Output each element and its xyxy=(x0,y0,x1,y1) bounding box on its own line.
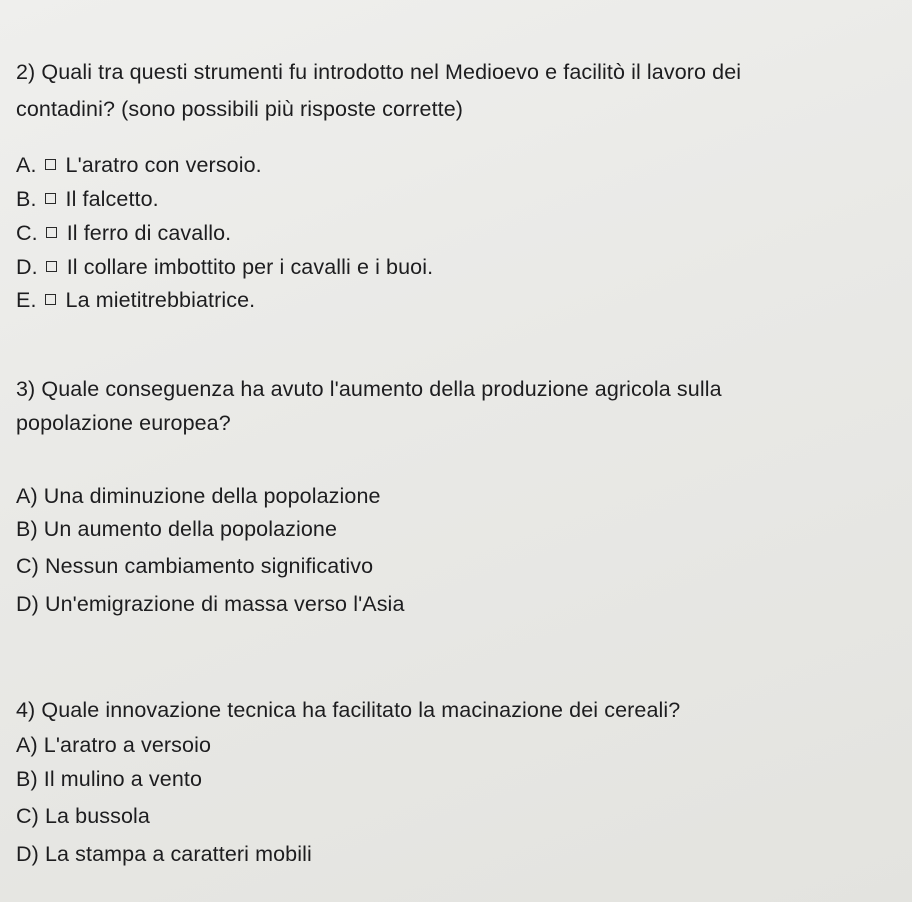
q2-option-b xyxy=(16,186,159,212)
q4-title: 4) Quale innovazione tecnica ha facilitato la macinazione dei cereali? xyxy=(16,698,681,722)
q4-option-d[interactable]: D) La stampa a caratteri mobili xyxy=(16,842,312,866)
q2-option-b-checkbox[interactable] xyxy=(45,193,56,204)
q2-option-d-text: Il collare imbottito per i cavalli e i buoi. xyxy=(66,255,434,279)
q3-option-c[interactable]: C) Nessun cambiamento significativo xyxy=(16,554,374,578)
q2-option-a-letter: A. xyxy=(16,153,37,177)
q2-option-e-text: La mietitrebbiatrice. xyxy=(65,288,256,312)
q2-option-e xyxy=(16,287,255,313)
q2-option-e-letter: E. xyxy=(16,288,37,312)
q3-title-line1: 3) Quale conseguenza ha avuto l'aumento della produzione agricola sulla xyxy=(16,377,722,401)
q2-option-b-letter: B. xyxy=(16,187,37,211)
q3-title-line2: popolazione europea? xyxy=(16,411,231,435)
q4-option-a[interactable]: A) L'aratro a versoio xyxy=(16,733,212,757)
q3-option-a[interactable]: A) Una diminuzione della popolazione xyxy=(16,484,381,508)
q2-option-d-letter: D. xyxy=(16,255,38,279)
q3-option-d[interactable]: D) Un'emigrazione di massa verso l'Asia xyxy=(16,592,405,616)
q4-option-b[interactable]: B) Il mulino a vento xyxy=(16,767,203,791)
q2-title-line2: contadini? (sono possibili più risposte corrette) xyxy=(16,97,464,121)
q2-title-line1: 2) Quali tra questi strumenti fu introdotto nel Medioevo e facilitò il lavoro dei xyxy=(16,60,742,84)
q4-option-c[interactable]: C) La bussola xyxy=(16,804,150,828)
q2-option-d-checkbox[interactable] xyxy=(46,261,57,272)
q2-option-c xyxy=(16,220,231,246)
q2-option-d xyxy=(16,254,433,280)
q2-option-c-checkbox[interactable] xyxy=(46,227,57,238)
q2-option-a xyxy=(16,152,262,178)
q2-option-b-text: Il falcetto. xyxy=(65,187,159,211)
q2-option-c-text: Il ferro di cavallo. xyxy=(66,221,232,245)
q2-option-e-checkbox[interactable] xyxy=(45,294,56,305)
q2-option-c-letter: C. xyxy=(16,221,38,245)
q2-option-a-checkbox[interactable] xyxy=(45,159,56,170)
q2-option-a-text: L'aratro con versoio. xyxy=(65,153,262,177)
q3-option-b[interactable]: B) Un aumento della popolazione xyxy=(16,517,338,541)
